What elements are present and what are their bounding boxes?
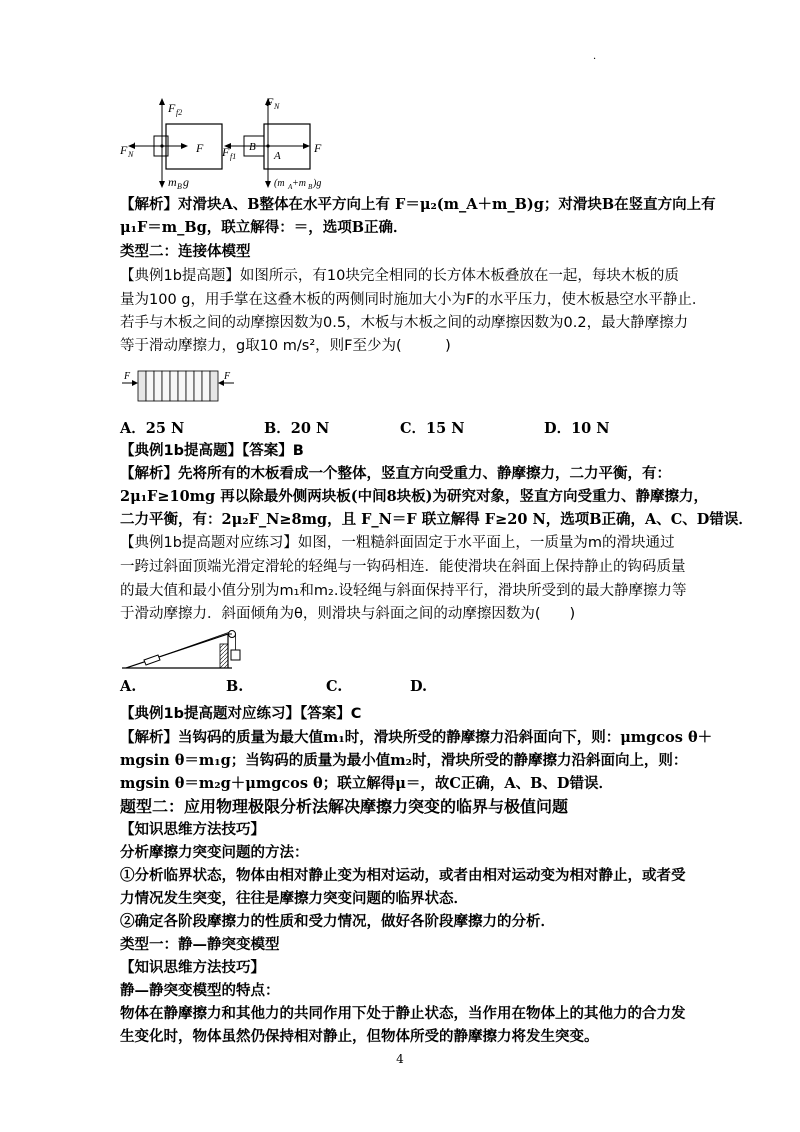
- svg-text:F: F: [266, 95, 274, 109]
- solution-line: 2μ₁F≥10mg 再以除最外侧两块板(中间8块板)为研究对象，竖直方向受重力、静摩擦力，: [120, 488, 709, 505]
- stacked-boards-figure: [118, 365, 238, 409]
- option-a: A.: [120, 678, 137, 695]
- svg-text:F: F: [120, 143, 128, 157]
- svg-text:F: F: [224, 371, 231, 382]
- svg-text:B: B: [308, 183, 313, 191]
- svg-text:(m: (m: [274, 178, 285, 189]
- page-number: 4: [396, 1052, 404, 1066]
- svg-text:g: g: [183, 175, 189, 189]
- problem-line: 【典例1b提高题】如图所示，有10块完全相同的长方体木板叠放在一起，每块木板的质: [120, 268, 679, 284]
- problem-line: 等于滑动摩擦力，g取10 m/s²，则F至少为( ): [120, 338, 451, 354]
- solution-line: 【解析】当钩码的质量为最大值m₁时，滑块所受的静摩擦力沿斜面向下，则：μmgcos θ＋: [120, 729, 713, 746]
- problem-line: 于滑动摩擦力．斜面倾角为θ，则滑块与斜面之间的动摩擦因数为( ): [120, 606, 576, 622]
- solution-line: 【解析】对滑块A、B整体在水平方向上有 F＝μ₂(m_A＋m_B)g；对滑块B在竖直方向上有: [120, 196, 716, 213]
- board: [210, 371, 218, 401]
- option-a: A．25 N: [120, 420, 185, 437]
- method-heading: 【知识思维方法技巧】: [120, 960, 265, 976]
- problem-line: 【典例1b提高题对应练习】如图，一粗糙斜面固定于水平面上，一质量为m的滑块通过: [120, 535, 675, 551]
- problem-line: 一跨过斜面顶端光滑定滑轮的轻绳与一钩码相连．能使滑块在斜面上保持静止的钩码质量: [120, 559, 686, 575]
- incline-pulley-figure: [120, 620, 260, 672]
- board: [146, 371, 154, 401]
- svg-text:A: A: [288, 183, 293, 191]
- svg-text:N: N: [274, 102, 280, 111]
- method-line: ①分析临界状态，物体由相对静止变为相对运动，或者由相对运动变为相对静止，或者受: [120, 867, 686, 884]
- option-c: C.: [326, 678, 343, 695]
- option-d: D．10 N: [544, 420, 610, 437]
- option-d: D.: [410, 678, 428, 695]
- svg-text:m: m: [168, 175, 177, 189]
- section-heading: 题型二：应用物理极限分析法解决摩擦力突变的临界与极值问题: [120, 797, 569, 816]
- board: [186, 371, 194, 401]
- svg-text:)g: )g: [313, 178, 322, 189]
- force-diagram-figure: [118, 92, 338, 192]
- board: [138, 371, 146, 401]
- board: [194, 371, 202, 401]
- option-b: B．20 N: [264, 420, 330, 437]
- solution-line: 【解析】先将所有的木板看成一个整体，竖直方向受重力、静摩擦力，二力平衡，有：: [120, 465, 671, 482]
- svg-text:B: B: [249, 141, 256, 153]
- svg-text:N: N: [128, 150, 134, 159]
- svg-text:+m: +m: [292, 178, 306, 189]
- svg-text:F: F: [196, 141, 204, 155]
- solution-line: mgsin θ＝m₁g；当钩码的质量为最小值m₂时，滑块所受的静摩擦力沿斜面向上，则：: [120, 752, 688, 769]
- board: [178, 371, 186, 401]
- problem-line: 量为100 g，用手掌在这叠木板的两侧同时施加大小为F的水平压力，使木板悬空水平静止．: [120, 292, 707, 308]
- problem-line: 若手与木板之间的动摩擦因数为0.5，木板与木板之间的动摩擦因数为0.2，最大静摩擦力: [120, 315, 689, 331]
- subheading-type1: 类型一：静—静突变模型: [120, 937, 280, 953]
- method-line: 力情况发生突变，往往是摩擦力突变问题的临界状态．: [120, 890, 468, 907]
- solution-line: 二力平衡，有：2μ₂F_N≥8mg，且 F_N＝F 联立解得 F≥20 N，选项B正确，A、C、D错误．: [120, 511, 753, 528]
- answer-line: 【典例1b提高题对应练习】【答案】C: [120, 706, 362, 722]
- method-heading: 【知识思维方法技巧】: [120, 822, 265, 838]
- method-line: 静—静突变模型的特点：: [120, 982, 280, 999]
- board: [162, 371, 170, 401]
- method-line: 生变化时，物体虽然仍保持相对静止，但物体所受的静摩擦力将发生突变。: [120, 1028, 599, 1045]
- svg-text:F: F: [124, 371, 131, 382]
- method-line: ②确定各阶段摩擦力的性质和受力情况，做好各阶段摩擦力的分析．: [120, 913, 555, 930]
- svg-text:A: A: [274, 150, 281, 162]
- method-line: 分析摩擦力突变问题的方法：: [120, 844, 309, 861]
- subheading-type2: 类型二：连接体模型: [120, 244, 251, 260]
- svg-text:f2: f2: [176, 108, 183, 117]
- corner-mark: ·: [593, 54, 597, 65]
- svg-text:′: ′: [133, 141, 135, 150]
- method-line: 物体在静摩擦力和其他力的共同作用下处于静止状态，当作用在物体上的其他力的合力发: [120, 1005, 686, 1022]
- svg-text:f1: f1: [230, 152, 237, 161]
- board: [170, 371, 178, 401]
- board: [154, 371, 162, 401]
- board: [202, 371, 210, 401]
- label-ff2: F: [168, 101, 176, 115]
- problem-line: 的最大值和最小值分别为m₁和m₂.设轻绳与斜面保持平行，滑块所受到的最大静摩擦力等: [120, 583, 687, 599]
- svg-text:B: B: [177, 182, 182, 191]
- solution-line: mgsin θ＝m₂g＋μmgcos θ；联立解得μ＝，故C正确，A、B、D错误．: [120, 775, 613, 792]
- solution-line: μ₁F＝m_Bg，联立解得：＝，选项B正确．: [120, 219, 408, 236]
- option-c: C．15 N: [400, 420, 465, 437]
- answer-line: 【典例1b提高题】【答案】B: [120, 443, 304, 459]
- option-b: B.: [226, 678, 244, 695]
- svg-text:F: F: [314, 141, 322, 155]
- svg-text:F: F: [222, 145, 230, 159]
